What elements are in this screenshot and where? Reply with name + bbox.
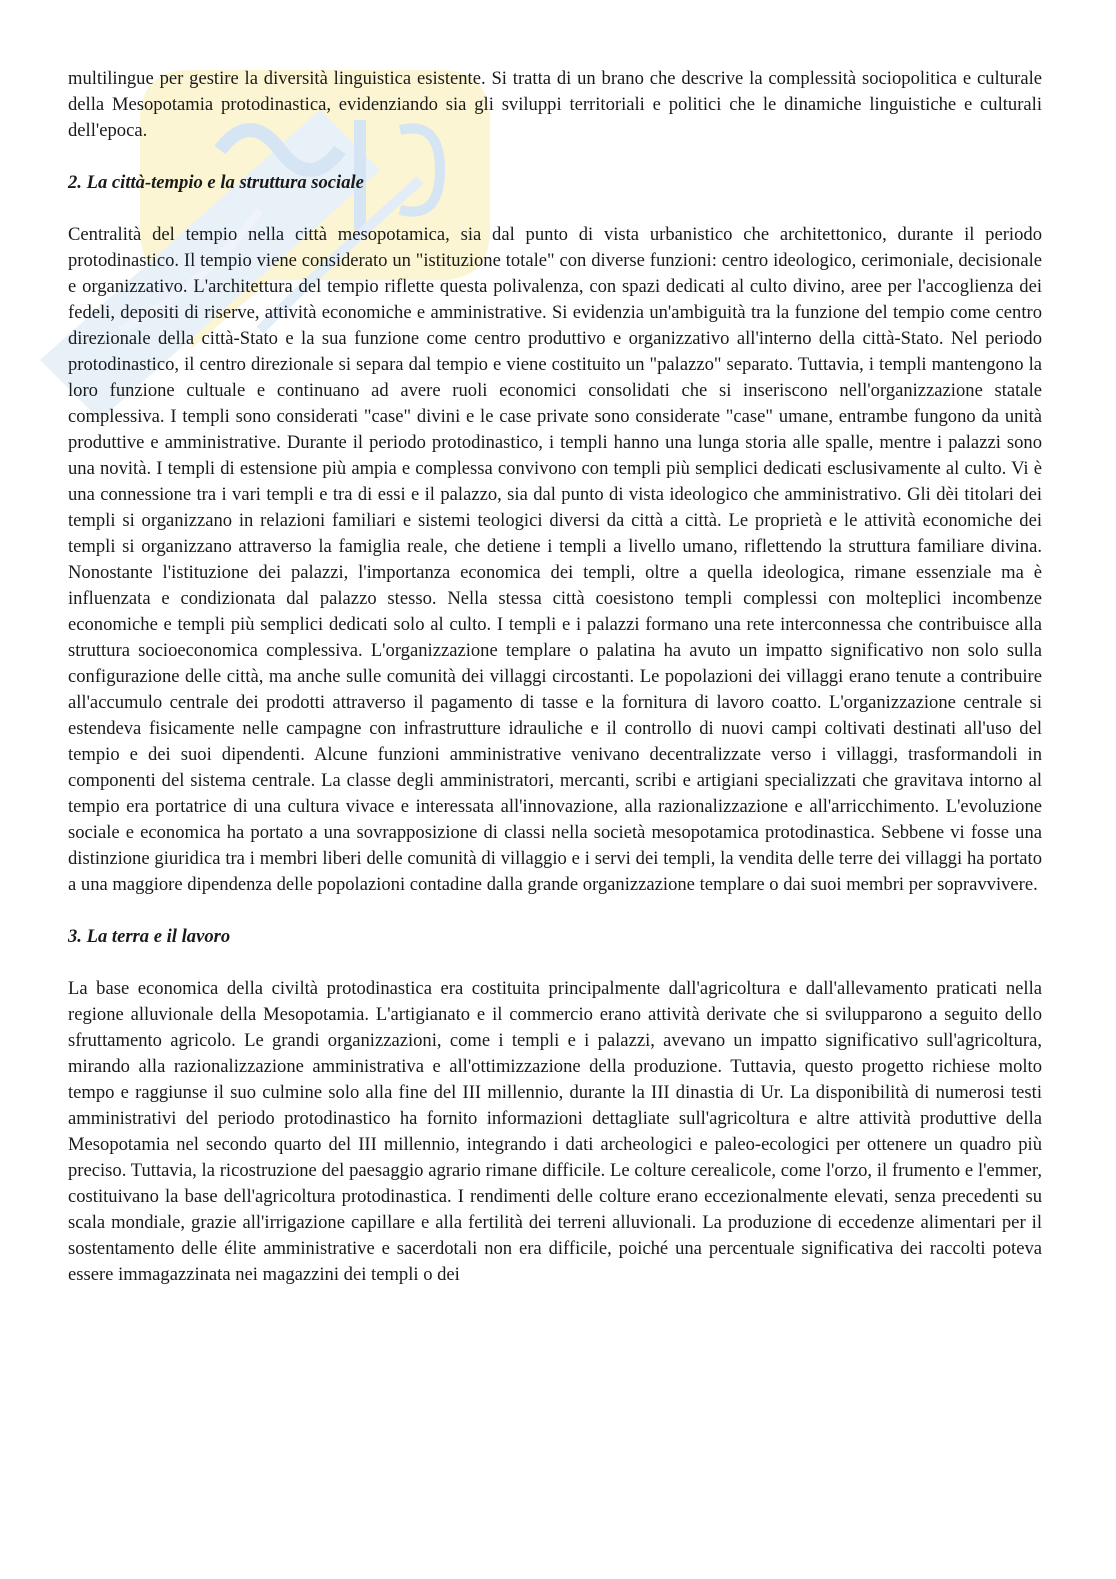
section-heading: 2. La città-tempio e la struttura sociale	[68, 172, 364, 193]
section-2	[68, 170, 1042, 898]
section-heading: 3. La terra e il lavoro	[68, 926, 231, 947]
section-body: Centralità del tempio nella città mesopotamica, sia dal punto di vista urbanistico che architettonico, durante il periodo protodinastico. Il tempio viene considerato un "istituzione totale" con diverse funzioni: centro ideologico, cerimoniale, decisionale e organizzativo. L'architettura del tempio riflette questa polivalenza, con spazi dedicati al culto divino, aree per l'accoglienza dei fedeli, depositi di riserve, attività economiche e amministrative. Si evidenzia un'ambiguità tra la funzione del tempio come centro direzionale della città-Stato e la sua funzione come centro produttivo e organizzativo all'interno della città-Stato. Nel periodo protodinastico, il centro direzionale si separa dal tempio e viene costituito un "palazzo" separato. Tuttavia, i templi mantengono la loro funzione cultuale e continuano ad avere ruoli economici consolidati che si inseriscono nell'organizzazione statale complessiva. I templi sono considerati "case" divini e le case private sono considerate "case" umane, entrambe fungono da unità produttive e amministrative. Durante il periodo protodinastico, i templi hanno una lunga storia alle spalle, mentre i palazzi sono una novità. I templi di estensione più ampia e complessa convivono con templi più semplici dedicati esclusivamente al culto. Vi è una connessione tra i vari templi e tra di essi e il palazzo, sia dal punto di vista ideologico che amministrativo. Gli dèi titolari dei templi si organizzano in relazioni familiari e sistemi teologici diversi da città a città. Le proprietà e le attività economiche dei templi si organizzano attraverso la famiglia reale, che detiene i templi a livello umano, riflettendo la struttura familiare divina. Nonostante l'istituzione dei palazzi, l'importanza economica dei templi, oltre a quella ideologica, rimane essenziale ma è influenzata e condizionata dal palazzo stesso. Nella stessa città coesistono templi complessi con molteplici incombenze economiche e templi più semplici dedicati solo al culto. I templi e i palazzi formano una rete interconnessa che contribuisce alla struttura socioeconomica complessiva. L'organizzazione templare o palatina ha avuto un impatto significativo non solo sulla configurazione delle città, ma anche sulle comunità dei villaggi circostanti. Le popolazioni dei villaggi erano tenute a contribuire all'accumulo centrale dei prodotti attraverso il pagamento di tasse e la fornitura di lavoro coatto. L'organizzazione centrale si estendeva fisicamente nelle campagne con infrastrutture idrauliche e il controllo di nuovi campi coltivati destinati all'uso del tempio e dei suoi dipendenti. Alcune funzioni amministrative venivano decentralizzate verso i villaggi, trasformandoli in componenti del sistema centrale. La classe degli amministratori, mercanti, scribi e artigiani specializzati che gravitava intorno al tempio era portatrice di una cultura vivace e interessata all'innovazione, alla razionalizzazione e all'arricchimento. L'evoluzione sociale e economica ha portato a una sovrapposizione di classi nella società mesopotamica protodinastica. Sebbene vi fosse una distinzione giuridica tra i membri liberi delle comunità di villaggio e i servi dei templi, la vendita delle terre dei villaggi ha portato a una maggiore dipendenza delle popolazioni contadine dalla grande organizzazione templare o dai suoi membri per sopravvivere.	[68, 224, 1042, 895]
section-3	[68, 924, 1042, 1288]
section-body: La base economica della civiltà protodinastica era costituita principalmente dall'agricoltura e dall'allevamento praticati nella regione alluvionale della Mesopotamia. L'artigianato e il commercio erano attività derivate che si svilupparono a seguito dello sfruttamento agricolo. Le grandi organizzazioni, come i templi e i palazzi, avevano un impatto significativo sull'agricoltura, mirando alla razionalizzazione amministrativa e all'ottimizzazione della produzione. Tuttavia, questo progetto richiese molto tempo e raggiunse il suo culmine solo alla fine del III millennio, durante la III dinastia di Ur. La disponibilità di numerosi testi amministrativi del periodo protodinastico ha fornito informazioni dettagliate sull'agricoltura e altre attività produttive della Mesopotamia nel secondo quarto del III millennio, integrando i dati archeologici e paleo-ecologici per ottenere un quadro più preciso. Tuttavia, la ricostruzione del paesaggio agrario rimane difficile. Le colture cerealicole, come l'orzo, il frumento e l'emmer, costituivano la base dell'agricoltura protodinastica. I rendimenti delle colture erano eccezionalmente elevati, senza precedenti su scala mondiale, grazie all'irrigazione capillare e alla fertilità dei terreni alluvionali. La produzione di eccedenze alimentari per il sostentamento delle élite amministrative e sacerdotali non era difficile, poiché una percentuale significativa dei raccolti poteva essere immagazzinata nei magazzini dei templi o dei	[68, 978, 1042, 1285]
document-page	[68, 66, 1042, 1288]
intro-paragraph: multilingue per gestire la diversità linguistica esistente. Si tratta di un brano che descrive la complessità sociopolitica e culturale della Mesopotamia protodinastica, evidenziando sia gli sviluppi territoriali e politici che le dinamiche linguistiche e culturali dell'epoca.	[68, 68, 1042, 141]
